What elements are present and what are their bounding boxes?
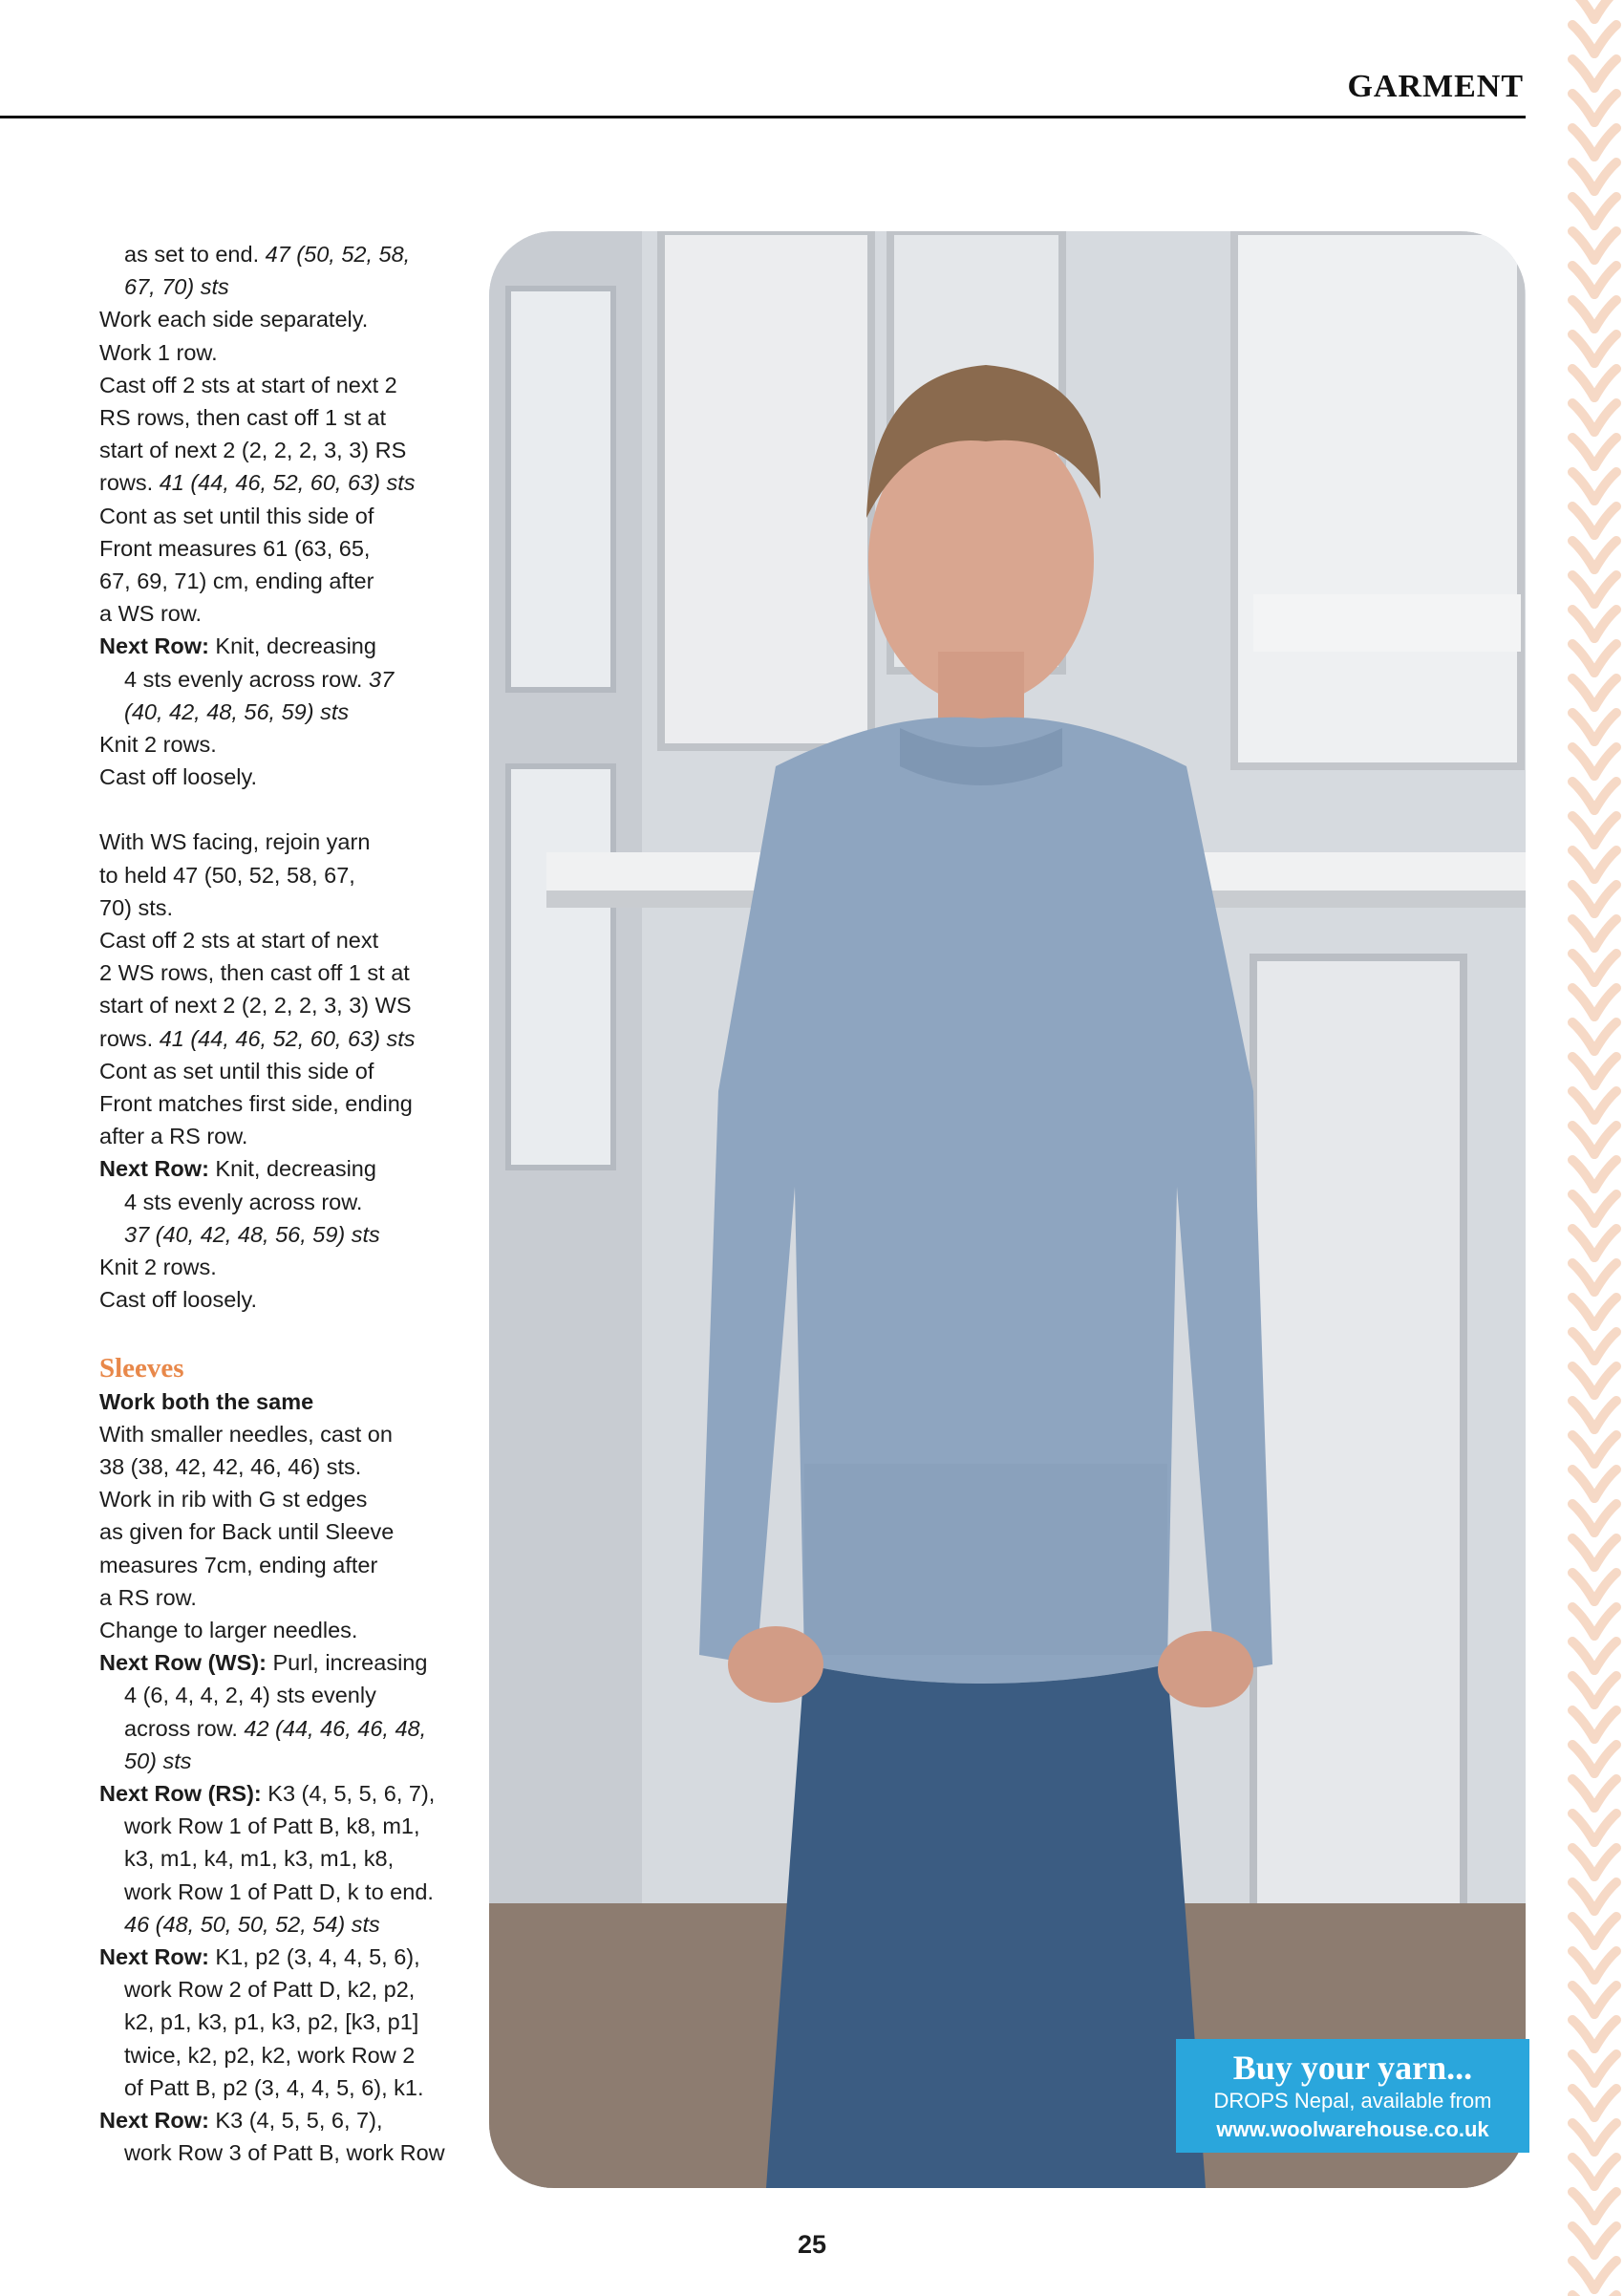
text-line: work Row 2 of Patt D, k2, p2, (124, 1977, 416, 2003)
text-line: measures 7cm, ending after (99, 1552, 378, 1577)
knit-stitch-mark (1572, 1538, 1594, 1567)
knit-stitch-mark (1594, 1882, 1616, 1911)
knit-stitch-mark (1572, 1573, 1594, 1601)
knit-stitch-mark (1572, 266, 1594, 294)
knit-stitch-mark (1572, 162, 1594, 191)
knit-stitch-mark (1594, 1642, 1616, 1670)
header-divider (0, 116, 1526, 118)
knit-stitch-mark (1572, 644, 1594, 673)
text-line: 67, 70) sts (124, 274, 229, 300)
text-line: to held 47 (50, 52, 58, 67, (99, 862, 355, 888)
knit-stitch-mark (1594, 1194, 1616, 1223)
knit-stitch-mark (1594, 713, 1616, 741)
knit-stitch-mark (1594, 678, 1616, 707)
knit-stitch-mark (1594, 1538, 1616, 1567)
knit-stitch-mark (1572, 334, 1594, 363)
knit-stitch-mark (1572, 1229, 1594, 1257)
knit-stitch-mark (1594, 2089, 1616, 2117)
knit-stitch-mark (1594, 2157, 1616, 2186)
knit-stitch-mark (1594, 128, 1616, 157)
knit-stitch-mark (1572, 506, 1594, 535)
buy-yarn-link[interactable]: www.woolwarehouse.co.uk (1216, 2117, 1489, 2141)
knit-stitch-mark (1594, 231, 1616, 260)
knit-stitch-mark (1572, 1470, 1594, 1498)
knit-stitch-mark (1572, 747, 1594, 776)
text-line: Knit 2 rows. (99, 732, 217, 758)
text-line: 4 (6, 4, 4, 2, 4) sts evenly (124, 1683, 376, 1708)
knit-stitch-mark (1572, 713, 1594, 741)
knit-stitch-mark (1594, 1263, 1616, 1292)
knit-stitch-mark (1572, 1401, 1594, 1429)
text-line: work Row 1 of Patt B, k8, m1, (124, 1813, 420, 1839)
knit-stitch-mark (1572, 472, 1594, 501)
text-line: Cast off loosely. (99, 1287, 258, 1313)
text-line: RS rows, then cast off 1 st at (99, 405, 386, 431)
knit-stitch-mark (1572, 2089, 1594, 2117)
text-line: 41 (44, 46, 52, 60, 63) sts (159, 1025, 416, 1051)
row-label: Next Row (WS): (99, 1650, 267, 1676)
knit-stitch-mark (1594, 1607, 1616, 1636)
knit-stitch-mark (1572, 2054, 1594, 2083)
text-line: Work 1 row. (99, 339, 218, 365)
text-line: a WS row. (99, 601, 203, 627)
knit-stitch-mark (1594, 162, 1616, 191)
knit-stitch-mark (1572, 988, 1594, 1017)
knit-stitch-mark (1594, 1022, 1616, 1051)
knit-stitch-mark (1572, 128, 1594, 157)
buy-yarn-text: DROPS Nepal, available from (1213, 2089, 1492, 2113)
knit-stitch-mark (1572, 782, 1594, 810)
knit-stitch-mark (1594, 25, 1616, 54)
knit-stitch-mark (1572, 403, 1594, 432)
text-line: 4 sts evenly across row. (124, 666, 369, 692)
text-line: 4 sts evenly across row. (124, 1189, 363, 1214)
text-line: a RS row. (99, 1584, 197, 1610)
knit-stitch-mark (1594, 1813, 1616, 1842)
text-line: K1, p2 (3, 4, 4, 5, 6), (208, 1943, 420, 1969)
row-label: Next Row: (99, 1156, 209, 1182)
knit-stitch-mark (1572, 541, 1594, 569)
knit-stitch-mark (1572, 438, 1594, 466)
knit-stitch-mark (1594, 266, 1616, 294)
text-line: as set to end. (124, 242, 266, 267)
knit-stitch-mark (1572, 1332, 1594, 1361)
text-line: K3 (4, 5, 5, 6, 7), (261, 1780, 436, 1806)
knit-stitch-mark (1594, 1951, 1616, 1980)
row-label: Next Row: (99, 633, 209, 659)
knit-stitch-mark (1572, 575, 1594, 604)
knit-stitch-mark (1572, 1848, 1594, 1877)
knit-stitch-mark (1594, 2123, 1616, 2152)
text-line: 37 (40, 42, 48, 56, 59) sts (124, 1221, 380, 1247)
knit-stitch-mark (1594, 300, 1616, 329)
knit-stitch-mark (1594, 334, 1616, 363)
text-line: 47 (50, 52, 58, (265, 242, 411, 267)
row-label: Next Row: (99, 2107, 209, 2133)
knit-stitch-mark (1572, 25, 1594, 54)
text-line: 46 (48, 50, 50, 52, 54) sts (124, 1911, 380, 1937)
knit-stitch-mark (1572, 1126, 1594, 1154)
text-line: after a RS row. (99, 1124, 248, 1149)
text-line: k3, m1, k4, m1, k3, m1, k8, (124, 1846, 395, 1872)
text-line: 41 (44, 46, 52, 60, 63) sts (159, 470, 416, 496)
knit-stitch-mark (1594, 1229, 1616, 1257)
buy-yarn-title: Buy your yarn... (1232, 2049, 1473, 2087)
knit-stitch-mark (1594, 2261, 1616, 2289)
page-number: 25 (797, 2230, 827, 2259)
knit-stitch-mark (1572, 816, 1594, 845)
knit-stitch-mark (1572, 610, 1594, 638)
text-line: work Row 1 of Patt D, k to end. (124, 1878, 434, 1904)
knit-stitch-mark (1572, 369, 1594, 397)
text-line: start of next 2 (2, 2, 2, 3, 3) RS (99, 438, 407, 463)
buy-yarn-box (1176, 2039, 1529, 2153)
knit-stitch-mark (1594, 438, 1616, 466)
text-line: Front matches first side, ending (99, 1091, 413, 1117)
knit-stitch-mark (1572, 1917, 1594, 1945)
knit-stitch-mark (1572, 1435, 1594, 1464)
knit-stitch-mark (1594, 610, 1616, 638)
text-line: Work in rib with G st edges (99, 1487, 368, 1513)
knit-stitch-mark (1594, 0, 1616, 19)
knit-stitch-mark (1594, 1710, 1616, 1739)
knit-stitch-mark (1572, 1676, 1594, 1705)
text-line: Purl, increasing (266, 1650, 428, 1676)
knit-stitch-mark (1594, 1298, 1616, 1326)
knit-stitch-mark (1572, 59, 1594, 88)
knit-stitch-mark (1594, 782, 1616, 810)
knit-stitch-mark (1594, 59, 1616, 88)
knit-stitch-mark (1572, 1298, 1594, 1326)
text-line: Cast off 2 sts at start of next 2 (99, 372, 397, 397)
knit-stitch-mark (1594, 1573, 1616, 1601)
text-line: Work each side separately. (99, 307, 369, 333)
knit-stitch-mark (1594, 369, 1616, 397)
text-line: of Patt B, p2 (3, 4, 4, 5, 6), k1. (124, 2074, 424, 2100)
knit-stitch-mark (1594, 1366, 1616, 1395)
knit-stitch-mark (1572, 1779, 1594, 1808)
text-line: 42 (44, 46, 46, 48, (244, 1715, 427, 1741)
knit-stitch-mark (1572, 231, 1594, 260)
knit-stitch-mark (1572, 1160, 1594, 1189)
knit-stitch-mark (1572, 885, 1594, 913)
knit-stitch-mark (1594, 541, 1616, 569)
text-line: 70) sts. (99, 894, 174, 920)
text-line: Cast off 2 sts at start of next (99, 928, 379, 954)
knit-stitch-mark (1594, 506, 1616, 535)
row-label: Next Row (RS): (99, 1780, 262, 1806)
model-photo (489, 231, 1526, 2188)
text-line: rows. (99, 470, 160, 496)
subheading: Work both the same (99, 1388, 314, 1414)
knit-stitch-mark (1594, 1676, 1616, 1705)
knit-stitch-mark (1594, 1160, 1616, 1189)
text-line: With WS facing, rejoin yarn (99, 829, 371, 855)
knit-stripe-decoration (1565, 0, 1624, 2296)
text-line: 50) sts (124, 1748, 192, 1773)
knit-stitch-mark (1572, 1091, 1594, 1120)
knit-stitch-mark (1572, 300, 1594, 329)
text-line: start of next 2 (2, 2, 2, 3, 3) WS (99, 993, 412, 1019)
section-heading-sleeves: Sleeves (99, 1352, 184, 1384)
knit-stitch-mark (1594, 1779, 1616, 1808)
knit-stitch-mark (1594, 2020, 1616, 2049)
knit-stitch-mark (1572, 2020, 1594, 2049)
knit-stitch-mark (1572, 1951, 1594, 1980)
knit-stitch-mark (1572, 1985, 1594, 2014)
text-line: Knit, decreasing (208, 1156, 376, 1182)
knit-stitch-mark (1572, 1710, 1594, 1739)
text-line: Change to larger needles. (99, 1617, 358, 1642)
text-line: 2 WS rows, then cast off 1 st at (99, 960, 410, 986)
knit-stitch-mark (1594, 919, 1616, 948)
knit-stitch-mark (1594, 1745, 1616, 1773)
knit-stitch-mark (1572, 1263, 1594, 1292)
knit-stitch-mark (1572, 2157, 1594, 2186)
knit-stitch-mark (1594, 1985, 1616, 2014)
knit-stitch-mark (1594, 885, 1616, 913)
text-line: K3 (4, 5, 5, 6, 7), (208, 2107, 383, 2133)
text-line: Knit 2 rows. (99, 1255, 217, 1280)
knit-stitch-mark (1594, 1091, 1616, 1120)
text-line: 37 (369, 666, 395, 692)
knit-stitch-mark (1594, 1057, 1616, 1085)
knit-stitch-mark (1572, 850, 1594, 879)
text-line: 38 (38, 42, 42, 46, 46) sts. (99, 1453, 362, 1479)
knit-stitch-mark (1594, 472, 1616, 501)
knit-stitch-mark (1594, 1435, 1616, 1464)
text-line: Cast off loosely. (99, 764, 258, 790)
text-line: across row. (124, 1715, 245, 1741)
knit-stitch-mark (1572, 2192, 1594, 2221)
knit-stitch-mark (1572, 197, 1594, 225)
knit-stitch-mark (1594, 850, 1616, 879)
knit-stitch-mark (1572, 1022, 1594, 1051)
knit-stitch-mark (1594, 1401, 1616, 1429)
knit-stitch-mark (1572, 1194, 1594, 1223)
knit-stitch-mark (1572, 94, 1594, 122)
knit-stitch-mark (1594, 747, 1616, 776)
knit-stitch-mark (1572, 1057, 1594, 1085)
knit-stitch-mark (1572, 919, 1594, 948)
knit-stitch-mark (1594, 575, 1616, 604)
knit-stitch-mark (1594, 954, 1616, 982)
knit-stitch-mark (1594, 1126, 1616, 1154)
knit-stitch-mark (1594, 197, 1616, 225)
knit-stitch-mark (1594, 1848, 1616, 1877)
knit-stitch-mark (1572, 2261, 1594, 2289)
knit-stitch-mark (1594, 2054, 1616, 2083)
text-line: as given for Back until Sleeve (99, 1519, 395, 1545)
knit-stitch-mark (1594, 1917, 1616, 1945)
knit-stitch-mark (1594, 1504, 1616, 1533)
text-line: work Row 3 of Patt B, work Row (124, 2140, 445, 2166)
knit-stitch-mark (1572, 1745, 1594, 1773)
knit-stitch-mark (1572, 954, 1594, 982)
knit-stitch-mark (1594, 644, 1616, 673)
text-line: Cont as set until this side of (99, 1058, 374, 1084)
knit-stitch-mark (1594, 403, 1616, 432)
knit-stitch-mark (1572, 1607, 1594, 1636)
knit-stitch-mark (1572, 1366, 1594, 1395)
knit-stitch-mark (1594, 816, 1616, 845)
text-line: 67, 69, 71) cm, ending after (99, 569, 374, 594)
knit-stitch-mark (1572, 2123, 1594, 2152)
text-line: k2, p1, k3, p1, k3, p2, [k3, p1] (124, 2009, 419, 2035)
knit-stitch-mark (1594, 1470, 1616, 1498)
knit-stitch-mark (1572, 1813, 1594, 1842)
text-line: Knit, decreasing (208, 633, 376, 659)
knit-stitch-mark (1572, 1642, 1594, 1670)
text-line: Cont as set until this side of (99, 503, 374, 528)
text-line: rows. (99, 1025, 160, 1051)
section-title: GARMENT (1347, 69, 1524, 104)
knit-stitch-mark (1594, 94, 1616, 122)
text-line: Front measures 61 (63, 65, (99, 535, 371, 561)
text-line: twice, k2, p2, k2, work Row 2 (124, 2042, 416, 2068)
knit-stitch-mark (1572, 1504, 1594, 1533)
knit-stitch-mark (1594, 2192, 1616, 2221)
knit-stitch-mark (1572, 678, 1594, 707)
text-line: With smaller needles, cast on (99, 1421, 393, 1447)
knit-stitch-mark (1594, 988, 1616, 1017)
knit-stitch-mark (1594, 1332, 1616, 1361)
knit-stitch-mark (1572, 1882, 1594, 1911)
row-label: Next Row: (99, 1943, 209, 1969)
pattern-text-column (99, 238, 491, 2169)
text-line: (40, 42, 48, 56, 59) sts (124, 698, 350, 724)
